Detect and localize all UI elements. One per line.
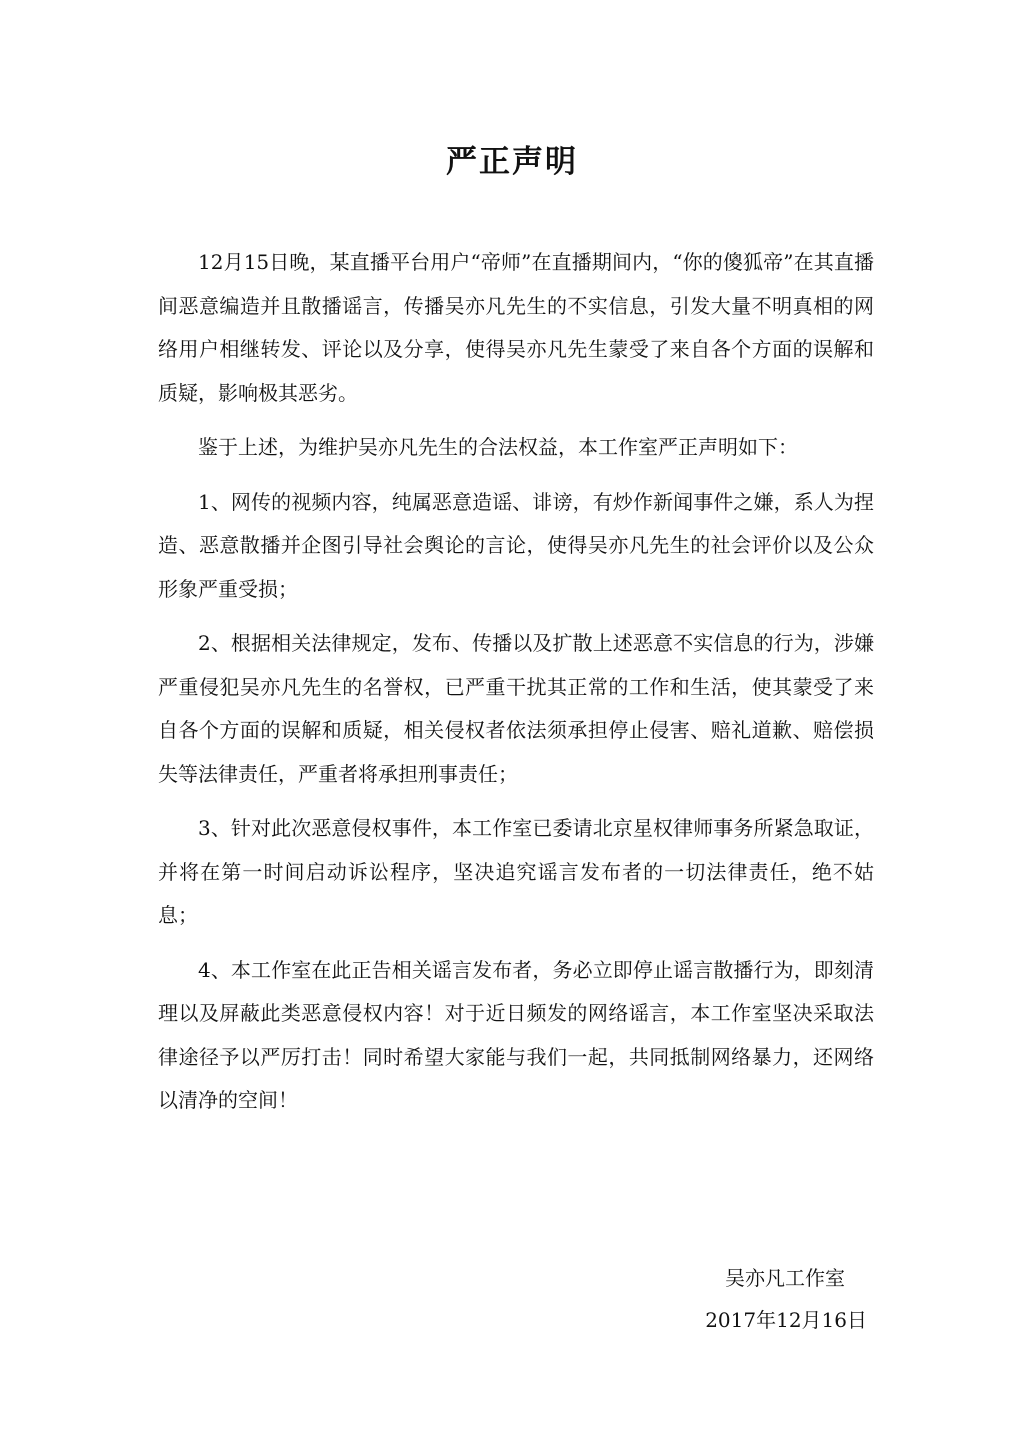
paragraph-point-4: 4、本工作室在此正告相关谣言发布者，务必立即停止谣言散播行为，即刻清理以及屏蔽此类恶意侵权内容！对于近日频发的网络谣言，本工作室坚决采取法律途径予以严厉打击！同时希望大家能与我们一起，共同抵制网络暴力，还网络以清净的空间！ <box>158 957 874 1112</box>
paragraph-point-2: 2、根据相关法律规定，发布、传播以及扩散上述恶意不实信息的行为，涉嫌严重侵犯吴亦凡先生的名誉权，已严重干扰其正常的工作和生活，使其蒙受了来自各个方面的误解和质疑，相关侵权者依法须承担停止侵害、赔礼道歉、赔偿损失等法律责任，严重者将承担刑事责任； <box>158 631 874 786</box>
signature-organization: 吴亦凡工作室 <box>725 1266 845 1290</box>
paragraph-declaration: 鉴于上述，为维护吴亦凡先生的合法权益，本工作室严正声明如下： <box>198 435 798 459</box>
signature-date: 2017年12月16日 <box>705 1308 867 1332</box>
paragraph-point-3: 3、针对此次恶意侵权事件，本工作室已委请北京星权律师事务所紧急取证，并将在第一时间启动诉讼程序，坚决追究谣言发布者的一切法律责任，绝不姑息； <box>158 816 874 927</box>
signature-block <box>705 1257 867 1341</box>
statement-body <box>158 241 874 1134</box>
document-title: 严正声明 <box>446 144 578 180</box>
paragraph-intro: 12月15日晚，某直播平台用户“帝师”在直播期间内，“你的傻狐帝”在其直播间恶意编造并且散播谣言，传播吴亦凡先生的不实信息，引发大量不明真相的网络用户相继转发、评论以及分享，使得吴亦凡先生蒙受了来自各个方面的误解和质疑，影响极其恶劣。 <box>158 250 874 405</box>
paragraph-point-1: 1、网传的视频内容，纯属恶意造谣、诽谤，有炒作新闻事件之嫌，系人为捏造、恶意散播并企图引导社会舆论的言论，使得吴亦凡先生的社会评价以及公众形象严重受损； <box>158 489 874 601</box>
